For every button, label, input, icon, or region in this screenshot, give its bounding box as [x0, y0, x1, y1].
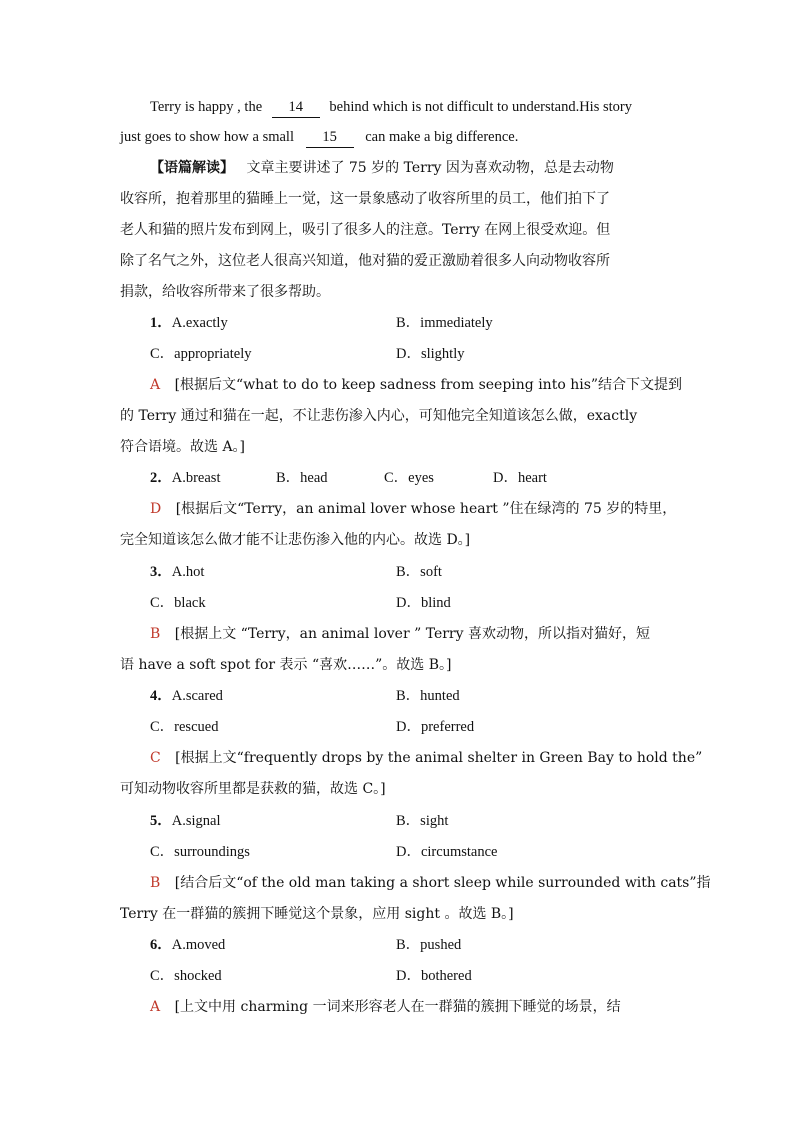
question-number: 6． — [150, 937, 172, 953]
analysis-line-4: 除了名气之外，这位老人很高兴知道，他对猫的爱正激励着很多人向动物收容所 — [120, 253, 610, 269]
question-1-explanation-1 — [150, 375, 682, 395]
question-1-option-b[interactable]: B．immediately — [396, 315, 493, 331]
question-5-option-b[interactable]: B．sight — [396, 813, 449, 829]
passage-text: just goes to show how a small — [120, 129, 294, 145]
question-number: 1． — [150, 315, 172, 331]
option-text: A.hot — [171, 564, 205, 580]
question-3-explanation-1 — [150, 624, 650, 644]
answer-letter: B — [150, 626, 161, 642]
analysis-line-3: 老人和猫的照片发布到网上，吸引了很多人的注意。Terry 在网上很受欢迎。但 — [120, 222, 611, 238]
analysis-title: 【语篇解读】 — [150, 160, 234, 176]
question-1-option-d[interactable]: D．slightly — [396, 346, 465, 362]
analysis-line-2: 收容所，抱着那里的猫睡上一觉，这一景象感动了收容所里的员工，他们拍下了 — [120, 191, 610, 207]
analysis-line-1 — [150, 158, 614, 178]
question-2-option-b[interactable]: B．head — [276, 470, 328, 486]
analysis-line-5: 捐款，给收容所带来了很多帮助。 — [120, 284, 330, 300]
question-number: 2． — [150, 470, 172, 486]
question-6-option-a[interactable] — [150, 935, 225, 955]
blank-14[interactable]: 14 — [272, 97, 320, 118]
answer-letter: A — [150, 377, 161, 393]
answer-letter: D — [150, 501, 162, 517]
question-4-explanation-2: 可知动物收容所里都是获救的猫，故选 C。] — [120, 781, 386, 797]
explanation-text: [根据上文 “Terry，an animal lover ” Terry 喜欢动物，所以指对猫好，短 — [174, 626, 650, 642]
question-1-option-a[interactable] — [150, 313, 228, 333]
question-2-option-d[interactable]: D．heart — [493, 470, 547, 486]
question-3-option-d[interactable]: D．blind — [396, 595, 451, 611]
question-6-option-c[interactable]: C．shocked — [150, 968, 222, 984]
explanation-text: [上文中用 charming 一词来形容老人在一群猫的簇拥下睡觉的场景，结 — [174, 999, 621, 1015]
question-6-option-b[interactable]: B．pushed — [396, 937, 462, 953]
question-2-explanation-2: 完全知道该怎么做才能不让悲伤渗入他的内心。故选 D。] — [120, 532, 471, 548]
question-1-explanation-2: 的 Terry 通过和猫在一起，不让悲伤渗入内心，可知他完全知道该怎么做，exactly — [120, 408, 638, 424]
question-2-option-a[interactable] — [150, 468, 220, 488]
question-1-option-c[interactable]: C．appropriately — [150, 346, 252, 362]
explanation-text: [结合后文“of the old man taking a short sleep while surrounded with cats”指 — [174, 875, 711, 891]
question-number: 4． — [150, 688, 172, 704]
question-3-option-c[interactable]: C．black — [150, 595, 206, 611]
question-5-explanation-2: Terry 在一群猫的簇拥下睡觉这个景象，应用 sight 。故选 B。] — [120, 906, 514, 922]
question-4-option-c[interactable]: C．rescued — [150, 719, 219, 735]
option-text: A.moved — [171, 937, 226, 953]
question-1-explanation-3: 符合语境。故选 A。] — [120, 439, 246, 455]
answer-letter: A — [150, 999, 161, 1015]
question-4-explanation-1 — [150, 748, 702, 768]
question-4-option-d[interactable]: D．preferred — [396, 719, 475, 735]
question-5-option-c[interactable]: C．surroundings — [150, 844, 250, 860]
option-text: A.scared — [171, 688, 223, 704]
analysis-text: 文章主要讲述了 75 岁的 Terry 因为喜欢动物，总是去动物 — [246, 160, 614, 176]
passage-text: Terry is happy , the — [150, 99, 263, 115]
explanation-text: [根据后文“Terry，an animal lover whose heart ”住在绿湾的 75 岁的特里， — [175, 501, 677, 517]
passage-line-1 — [150, 97, 632, 118]
question-2-option-c[interactable]: C．eyes — [384, 470, 434, 486]
option-text: A.breast — [171, 470, 221, 486]
question-5-option-d[interactable]: D．circumstance — [396, 844, 498, 860]
answer-letter: B — [150, 875, 161, 891]
question-5-option-a[interactable] — [150, 811, 220, 831]
passage-text: can make a big difference. — [365, 129, 519, 145]
question-3-option-b[interactable]: B．soft — [396, 564, 442, 580]
question-5-explanation-1 — [150, 873, 711, 893]
question-number: 3． — [150, 564, 172, 580]
option-text: A.signal — [171, 813, 221, 829]
question-6-option-d[interactable]: D．bothered — [396, 968, 472, 984]
question-3-option-a[interactable] — [150, 562, 204, 582]
question-4-option-b[interactable]: B．hunted — [396, 688, 460, 704]
answer-letter: C — [150, 750, 161, 766]
passage-text: behind which is not difficult to understand.His story — [329, 99, 632, 115]
explanation-text: [根据后文“what to do to keep sadness from seeping into his”结合下文提到 — [174, 377, 683, 393]
option-text: A.exactly — [171, 315, 228, 331]
question-3-explanation-2: 语 have a soft spot for 表示 “喜欢……”。故选 B。] — [120, 657, 452, 673]
passage-line-2 — [120, 127, 518, 148]
question-4-option-a[interactable] — [150, 686, 223, 706]
blank-15[interactable]: 15 — [306, 127, 354, 148]
explanation-text: [根据上文“frequently drops by the animal shelter in Green Bay to hold the” — [175, 750, 703, 766]
question-6-explanation-1 — [150, 997, 621, 1017]
question-number: 5． — [150, 813, 172, 829]
question-2-explanation-1 — [150, 499, 676, 519]
